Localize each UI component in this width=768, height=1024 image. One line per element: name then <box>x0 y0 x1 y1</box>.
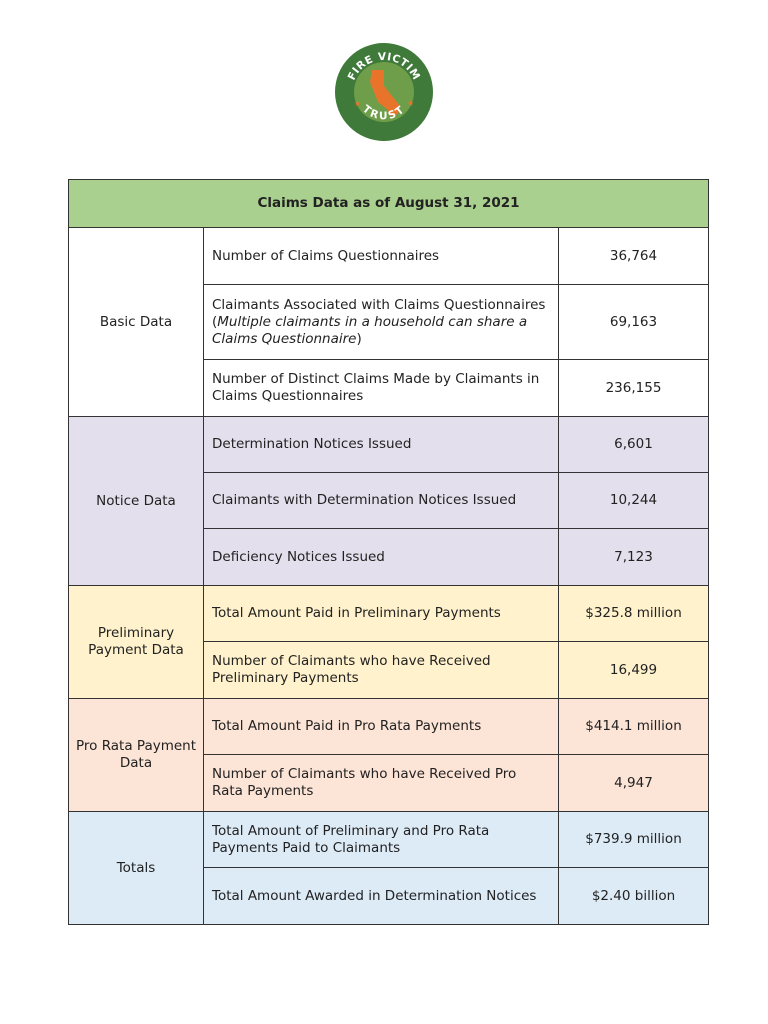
group-label-notice-data: Notice Data <box>69 417 204 586</box>
description-text: Deficiency Notices Issued <box>212 548 385 565</box>
row-description <box>204 586 559 642</box>
fire-victim-trust-logo <box>334 42 434 142</box>
row-value: 236,155 <box>559 360 709 417</box>
table-row <box>69 586 709 642</box>
row-description <box>204 417 559 473</box>
logo-top-text: FIRE VICTIM <box>345 50 423 83</box>
logo-star-left-icon: ★ <box>354 99 362 108</box>
logo-bottom-text: TRUST <box>360 103 408 123</box>
description-text: Determination Notices Issued <box>212 436 412 452</box>
claims-data-table <box>68 179 709 925</box>
description-text: Total Amount Paid in Pro Rata Payments <box>212 718 482 734</box>
row-description <box>204 360 559 417</box>
row-value: $325.8 million <box>559 586 709 642</box>
table-row <box>69 699 709 755</box>
row-value: $414.1 million <box>559 699 709 755</box>
row-description <box>204 285 559 360</box>
row-description <box>204 699 559 755</box>
table-row <box>69 417 709 473</box>
description-text: Claimants with Determination Notices Issued <box>212 492 517 508</box>
row-value: 6,601 <box>559 417 709 473</box>
row-value: 16,499 <box>559 642 709 699</box>
row-value: $739.9 million <box>559 812 709 868</box>
row-description <box>204 868 559 925</box>
description-text: Number of Claimants who have Received Preliminary Payments <box>212 653 491 686</box>
table-title-row <box>69 180 709 228</box>
description-close: ) <box>356 330 362 347</box>
row-description <box>204 812 559 868</box>
row-description <box>204 473 559 529</box>
row-description <box>204 642 559 699</box>
description-text: Claimants Associated with Claims Questionnaires ( <box>212 296 546 330</box>
table-row <box>69 228 709 285</box>
description-text: Number of Claims Questionnaires <box>212 247 440 264</box>
logo-emblem <box>334 42 434 142</box>
row-value: 7,123 <box>559 529 709 586</box>
row-description <box>204 228 559 285</box>
description-text: Total Amount Paid in Preliminary Payments <box>212 605 501 621</box>
row-value: 4,947 <box>559 755 709 812</box>
group-label-totals: Totals <box>69 812 204 925</box>
row-value: $2.40 billion <box>559 868 709 925</box>
description-note: Multiple claimants in a household can share a Claims Questionnaire <box>212 313 528 347</box>
group-label-basic-data: Basic Data <box>69 228 204 417</box>
group-label-pro-rata-payment-data: Pro Rata Payment Data <box>69 699 204 812</box>
description-text: Number of Distinct Claims Made by Claimants in Claims Questionnaires <box>212 371 540 404</box>
table-title: Claims Data as of August 31, 2021 <box>69 180 709 228</box>
row-description <box>204 529 559 586</box>
table-row <box>69 812 709 868</box>
description-text: Total Amount of Preliminary and Pro Rata Payments Paid to Claimants <box>212 822 490 856</box>
row-value: 69,163 <box>559 285 709 360</box>
logo-star-right-icon: ★ <box>407 99 415 108</box>
row-value: 10,244 <box>559 473 709 529</box>
row-description <box>204 755 559 812</box>
group-label-preliminary-payment-data: Preliminary Payment Data <box>69 586 204 699</box>
description-text: Total Amount Awarded in Determination Notices <box>212 887 537 904</box>
description-text: Number of Claimants who have Received Pro Rata Payments <box>212 766 517 799</box>
row-value: 36,764 <box>559 228 709 285</box>
